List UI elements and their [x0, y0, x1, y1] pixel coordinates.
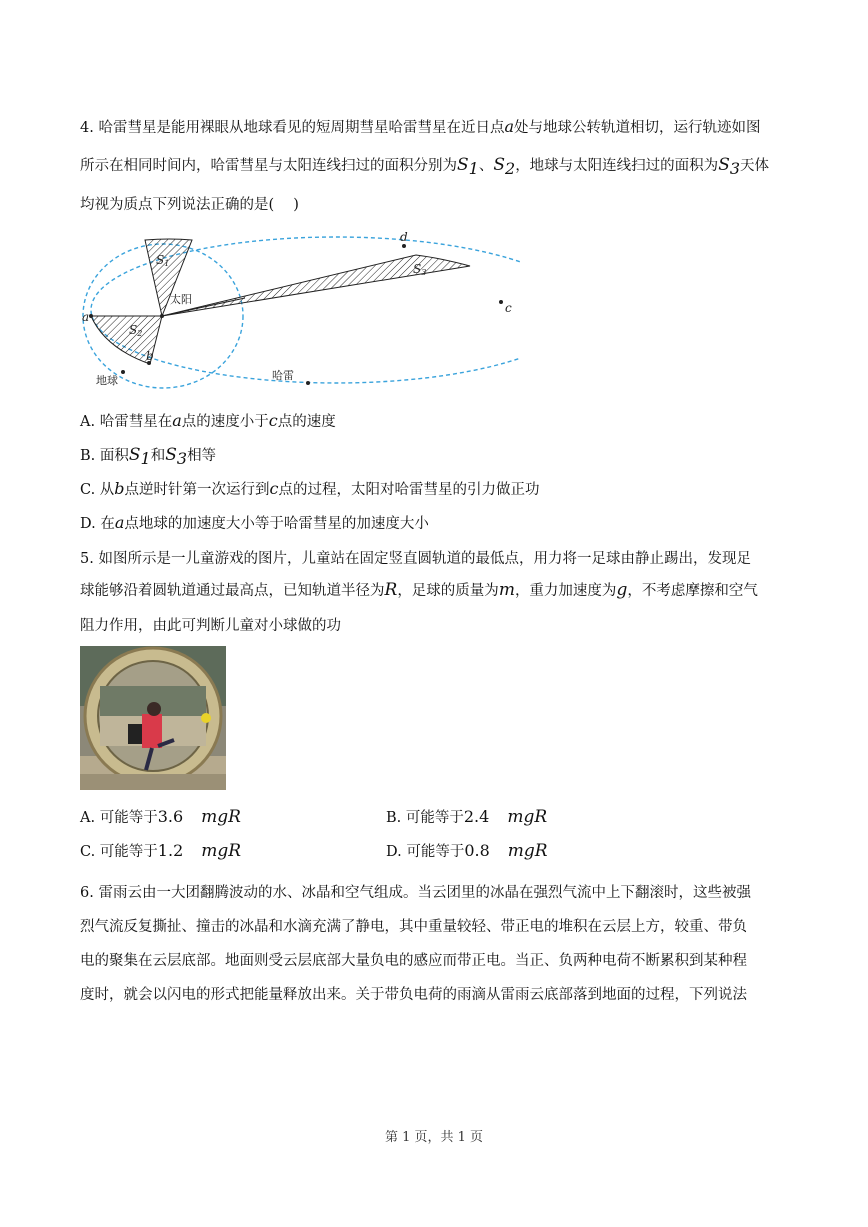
q6-text: 6. 雷雨云由一大团翻腾波动的水、冰晶和空气组成。当云团里的冰晶在强烈气流中上下翻滚时，这些被强	[80, 885, 751, 901]
q4-text: 所示在相同时间内，哈雷彗星与太阳连线扫过的面积分别为	[80, 158, 457, 174]
s3-region	[162, 255, 470, 316]
orbit-diagram	[80, 228, 520, 398]
q5-line-2	[80, 579, 758, 600]
q6-line-1	[80, 881, 751, 902]
q5-option-c[interactable]	[80, 840, 241, 861]
s3-subscript: 3	[176, 448, 188, 468]
q5-text: 阻力作用，由此可判断儿童对小球做的功	[80, 618, 341, 634]
separator: 、	[478, 158, 494, 174]
option-unit: mgR	[201, 807, 241, 827]
s3-subscript: 3	[729, 158, 741, 178]
point-c	[499, 300, 503, 304]
s3-symbol: S	[718, 155, 730, 175]
option-unit: mgR	[507, 807, 548, 827]
s1-subscript: 1	[468, 158, 479, 178]
q5-text: 5. 如图所示是一儿童游戏的图片，儿童站在固定竖直圆轨道的最低点，用力将一足球由静止踢出，发现足	[80, 551, 751, 567]
page-footer: 第 1 页，共 1 页	[384, 1130, 484, 1145]
s2-symbol: S	[493, 155, 505, 175]
earth-point	[121, 370, 125, 374]
option-text: D. 在	[80, 516, 115, 532]
label-halley: 哈雷	[272, 369, 294, 382]
q4-line-1	[80, 116, 761, 137]
label-s2: S2	[129, 323, 143, 338]
option-text: C. 可能等于	[80, 844, 158, 860]
point-d	[402, 244, 406, 248]
child-ring-photo	[80, 646, 226, 790]
q6-text: 烈气流反复撕扯、撞击的冰晶和水滴充满了静电，其中重量较轻、带正电的堆积在云层上方，较重、带负	[80, 919, 747, 935]
q4-option-c[interactable]	[80, 478, 540, 499]
q4-option-d[interactable]	[80, 512, 429, 533]
q5-text: ，不考虑摩擦和空气	[627, 583, 758, 599]
s1-symbol: S	[128, 445, 141, 465]
halley-point	[306, 381, 310, 385]
label-s1: S1	[156, 253, 170, 268]
option-text: 和	[150, 448, 166, 464]
option-text: C. 从	[80, 482, 115, 498]
option-text: D. 可能等于	[386, 844, 465, 860]
option-text: 点的速度	[277, 414, 336, 430]
q4-text: 天体	[740, 158, 770, 174]
option-unit: mgR	[201, 841, 242, 861]
r-symbol: R	[384, 580, 398, 600]
q5-line-3	[80, 614, 341, 635]
q6-text: 电的聚集在云层底部。地面则受云层底部大量负电的感应而带正电。当正、负两种电荷不断累积到某种程	[80, 953, 747, 969]
c-symbol: c	[269, 479, 279, 498]
q5-option-a[interactable]	[80, 806, 241, 827]
q5-option-d[interactable]	[386, 840, 548, 861]
q4-text: 均视为质点下列说法正确的是( )	[80, 197, 299, 213]
a-symbol: a	[114, 513, 125, 532]
q6-text: 度时，就会以闪电的形式把能量释放出来。关于带负电荷的雨滴从雷雨云底部落到地面的过程，下列说法	[80, 987, 747, 1003]
q4-text: 处与地球公转轨道相切，运行轨迹如图	[514, 120, 761, 136]
label-earth: 地球	[96, 374, 118, 387]
q5-option-b[interactable]	[386, 806, 547, 827]
b-symbol: b	[114, 479, 125, 498]
s2-subscript: 2	[505, 158, 516, 178]
sun-point	[160, 314, 164, 318]
q6-line-3	[80, 949, 747, 970]
option-text: A. 可能等于	[80, 810, 158, 826]
option-unit: mgR	[507, 841, 548, 861]
label-b: b	[146, 349, 154, 363]
q4-text: ，地球与太阳连线扫过的面积为	[515, 158, 719, 174]
m-symbol: m	[498, 580, 515, 600]
q6-line-4	[80, 983, 747, 1004]
point-a-symbol: a	[504, 117, 514, 136]
option-text: 点逆时针第一次运行到	[124, 482, 270, 498]
option-text: B. 面积	[80, 448, 129, 464]
option-value: 0.8	[464, 841, 490, 860]
q4-option-a[interactable]	[80, 410, 336, 431]
q4-line-2	[80, 154, 769, 178]
q5-text: ，重力加速度为	[514, 583, 617, 599]
label-s3: S3	[413, 262, 427, 277]
label-d: d	[400, 230, 408, 244]
s1-symbol: S	[457, 155, 469, 175]
q5-text: 球能够沿着圆轨道通过最高点，已知轨道半径为	[80, 583, 385, 599]
label-c: c	[505, 301, 512, 315]
option-text: B. 可能等于	[386, 810, 464, 826]
q4-line-3	[80, 193, 299, 214]
label-sun: 太阳	[170, 293, 192, 306]
s3-symbol: S	[165, 445, 177, 465]
option-value: 2.4	[463, 807, 490, 826]
point-a	[89, 314, 93, 318]
option-text: 相等	[187, 448, 217, 464]
q5-line-1	[80, 547, 751, 568]
q4-text: 4. 哈雷彗星是能用裸眼从地球看见的短周期彗星哈雷彗星在近日点	[80, 120, 505, 136]
q4-option-b[interactable]	[80, 444, 216, 468]
option-value: 3.6	[157, 807, 184, 826]
option-text: A. 哈雷彗星在	[80, 414, 173, 430]
option-value: 1.2	[157, 841, 184, 860]
option-text: 点地球的加速度大小等于哈雷彗星的加速度大小	[124, 516, 429, 532]
c-symbol: c	[268, 411, 278, 430]
g-symbol: g	[616, 580, 628, 600]
q6-line-2	[80, 915, 747, 936]
option-text: 点的速度小于	[181, 414, 269, 430]
label-a: a	[82, 310, 90, 324]
a-symbol: a	[172, 411, 182, 430]
s1-subscript: 1	[140, 448, 151, 468]
q5-text: ，足球的质量为	[397, 583, 499, 599]
option-text: 点的过程，太阳对哈雷彗星的引力做正功	[278, 482, 540, 498]
